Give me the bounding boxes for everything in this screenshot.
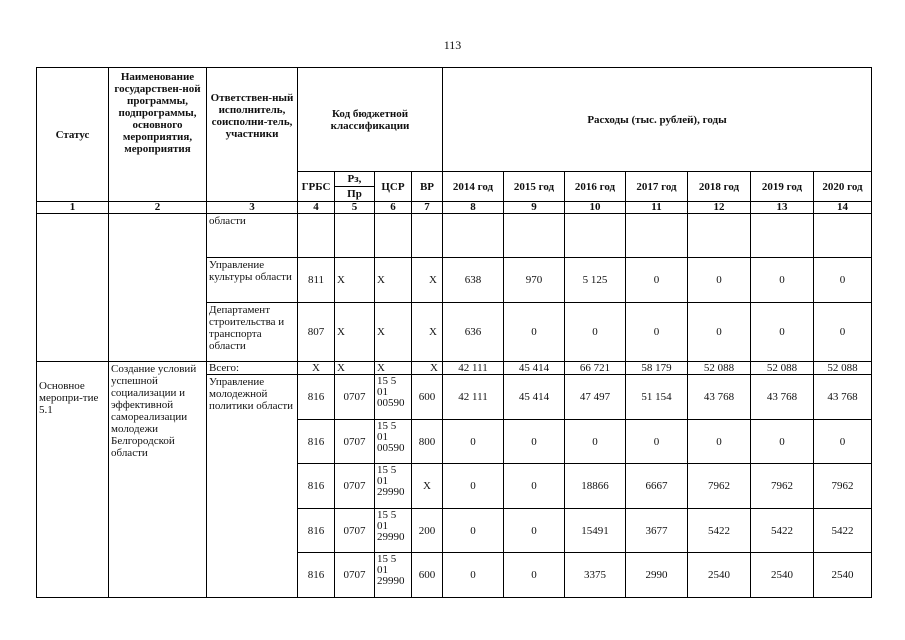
vr-cell: Х bbox=[412, 258, 443, 303]
rz-cell: 0707 bbox=[335, 464, 375, 509]
value-cell: 0 bbox=[565, 420, 626, 464]
value-cell: 42 111 bbox=[443, 362, 504, 375]
value-cell: 638 bbox=[443, 258, 504, 303]
page-number: 113 bbox=[443, 38, 462, 52]
header-expenses: Расходы (тыс. рублей), годы bbox=[443, 68, 872, 172]
value-cell: 5422 bbox=[751, 509, 814, 553]
value-cell: 0 bbox=[814, 420, 872, 464]
value-cell: 0 bbox=[443, 420, 504, 464]
value-cell: 45 414 bbox=[504, 362, 565, 375]
col-number: 3 bbox=[207, 202, 298, 214]
value-cell: 0 bbox=[688, 420, 751, 464]
col-number: 8 bbox=[443, 202, 504, 214]
value-cell: 3375 bbox=[565, 553, 626, 598]
value-cell: 0 bbox=[751, 258, 814, 303]
value-cell: 0 bbox=[504, 553, 565, 598]
csr-cell: 15 5 01 29990 bbox=[375, 553, 412, 598]
value-cell: 2540 bbox=[814, 553, 872, 598]
value-cell: 15491 bbox=[565, 509, 626, 553]
vr-cell: 800 bbox=[412, 420, 443, 464]
csr-cell: 15 5 01 29990 bbox=[375, 509, 412, 553]
value-cell: 47 497 bbox=[565, 375, 626, 420]
rz-cell: 0707 bbox=[335, 553, 375, 598]
header-year-2018: 2018 год bbox=[688, 172, 751, 202]
value-cell: 0 bbox=[814, 258, 872, 303]
header-year-2019: 2019 год bbox=[751, 172, 814, 202]
value-cell: 58 179 bbox=[626, 362, 688, 375]
value-cell: 5 125 bbox=[565, 258, 626, 303]
rz-cell: Х bbox=[335, 362, 375, 375]
table-row bbox=[37, 214, 872, 258]
vr-cell: Х bbox=[412, 464, 443, 509]
grbs-cell: 811 bbox=[298, 258, 335, 303]
csr-cell: 15 5 01 29990 bbox=[375, 464, 412, 509]
rz-cell: 0707 bbox=[335, 509, 375, 553]
col-number: 5 bbox=[335, 202, 375, 214]
header-rz: Рз, bbox=[335, 172, 374, 187]
value-cell: 2540 bbox=[751, 553, 814, 598]
value-cell: 52 088 bbox=[688, 362, 751, 375]
value-cell: 0 bbox=[565, 303, 626, 362]
grbs-cell: 816 bbox=[298, 464, 335, 509]
rz-cell: Х bbox=[335, 258, 375, 303]
executor-cell: области bbox=[207, 214, 298, 258]
value-cell: 2990 bbox=[626, 553, 688, 598]
csr-cell: 15 5 01 00590 bbox=[375, 420, 412, 464]
header-rz-pr bbox=[335, 172, 375, 202]
value-cell: 7962 bbox=[814, 464, 872, 509]
grbs-cell: Х bbox=[298, 362, 335, 375]
value-cell: 5422 bbox=[814, 509, 872, 553]
csr-cell: Х bbox=[375, 258, 412, 303]
rz-cell: Х bbox=[335, 303, 375, 362]
value-cell: 0 bbox=[504, 464, 565, 509]
value-cell: 0 bbox=[688, 303, 751, 362]
value-cell: 0 bbox=[504, 303, 565, 362]
header-grbs: ГРБС bbox=[298, 172, 335, 202]
col-number: 4 bbox=[298, 202, 335, 214]
value-cell: 52 088 bbox=[751, 362, 814, 375]
grbs-cell: 816 bbox=[298, 509, 335, 553]
csr-cell: Х bbox=[375, 303, 412, 362]
executor-cell: Управление молодежной политики области bbox=[207, 375, 298, 598]
grbs-cell: 816 bbox=[298, 553, 335, 598]
value-cell: 6667 bbox=[626, 464, 688, 509]
executor-cell: Управление культуры области bbox=[207, 258, 298, 303]
header-year-2015: 2015 год bbox=[504, 172, 565, 202]
col-number: 14 bbox=[814, 202, 872, 214]
header-executor: Ответствен-ный исполнитель, соисполни-тель, участники bbox=[207, 68, 298, 202]
name-cell: Создание условий успешной социализации и эффективной самореализации молодежи Белгородской области bbox=[109, 362, 207, 598]
rz-cell: 0707 bbox=[335, 375, 375, 420]
executor-cell: Всего: bbox=[207, 362, 298, 375]
header-year-2014: 2014 год bbox=[443, 172, 504, 202]
vr-cell: 600 bbox=[412, 375, 443, 420]
value-cell: 0 bbox=[751, 420, 814, 464]
status-cell: Основное меропри-тие 5.1 bbox=[37, 362, 109, 598]
col-number: 11 bbox=[626, 202, 688, 214]
header-code: Код бюджетной классификации bbox=[298, 68, 443, 172]
header-year-2017: 2017 год bbox=[626, 172, 688, 202]
value-cell: 0 bbox=[626, 420, 688, 464]
budget-table bbox=[36, 67, 872, 598]
value-cell: 0 bbox=[504, 420, 565, 464]
executor-cell: Департамент строительства и транспорта области bbox=[207, 303, 298, 362]
col-number: 12 bbox=[688, 202, 751, 214]
grbs-cell: 816 bbox=[298, 375, 335, 420]
vr-cell: Х bbox=[412, 362, 443, 375]
column-number-row bbox=[37, 202, 872, 214]
total-row bbox=[37, 362, 872, 375]
status-cell-empty bbox=[37, 214, 109, 362]
value-cell: 3677 bbox=[626, 509, 688, 553]
value-cell: 7962 bbox=[688, 464, 751, 509]
col-number: 7 bbox=[412, 202, 443, 214]
value-cell: 0 bbox=[751, 303, 814, 362]
value-cell: 0 bbox=[443, 464, 504, 509]
vr-cell: Х bbox=[412, 303, 443, 362]
header-status: Статус bbox=[37, 68, 109, 202]
grbs-cell: 807 bbox=[298, 303, 335, 362]
value-cell: 42 111 bbox=[443, 375, 504, 420]
rz-cell: 0707 bbox=[335, 420, 375, 464]
value-cell: 52 088 bbox=[814, 362, 872, 375]
col-number: 13 bbox=[751, 202, 814, 214]
value-cell: 0 bbox=[688, 258, 751, 303]
value-cell: 0 bbox=[443, 553, 504, 598]
grbs-cell: 816 bbox=[298, 420, 335, 464]
header-year-2020: 2020 год bbox=[814, 172, 872, 202]
value-cell: 970 bbox=[504, 258, 565, 303]
value-cell: 0 bbox=[626, 258, 688, 303]
header-csr: ЦСР bbox=[375, 172, 412, 202]
value-cell: 51 154 bbox=[626, 375, 688, 420]
col-number: 9 bbox=[504, 202, 565, 214]
header-year-2016: 2016 год bbox=[565, 172, 626, 202]
value-cell: 636 bbox=[443, 303, 504, 362]
header-name: Наименование государствен-ной программы, подпрограммы, основного мероприятия, мероприятия bbox=[109, 68, 207, 202]
col-number: 2 bbox=[109, 202, 207, 214]
vr-cell: 600 bbox=[412, 553, 443, 598]
value-cell: 45 414 bbox=[504, 375, 565, 420]
vr-cell: 200 bbox=[412, 509, 443, 553]
value-cell: 0 bbox=[626, 303, 688, 362]
value-cell: 66 721 bbox=[565, 362, 626, 375]
value-cell: 0 bbox=[504, 509, 565, 553]
value-cell: 43 768 bbox=[814, 375, 872, 420]
csr-cell: 15 5 01 00590 bbox=[375, 375, 412, 420]
name-cell-empty bbox=[109, 214, 207, 362]
value-cell: 5422 bbox=[688, 509, 751, 553]
col-number: 1 bbox=[37, 202, 109, 214]
value-cell: 0 bbox=[443, 509, 504, 553]
col-number: 10 bbox=[565, 202, 626, 214]
value-cell: 0 bbox=[814, 303, 872, 362]
header-pr: Пр bbox=[347, 188, 362, 200]
header-vr: ВР bbox=[412, 172, 443, 202]
value-cell: 2540 bbox=[688, 553, 751, 598]
col-number: 6 bbox=[375, 202, 412, 214]
value-cell: 18866 bbox=[565, 464, 626, 509]
csr-cell: Х bbox=[375, 362, 412, 375]
value-cell: 43 768 bbox=[751, 375, 814, 420]
value-cell: 43 768 bbox=[688, 375, 751, 420]
value-cell: 7962 bbox=[751, 464, 814, 509]
